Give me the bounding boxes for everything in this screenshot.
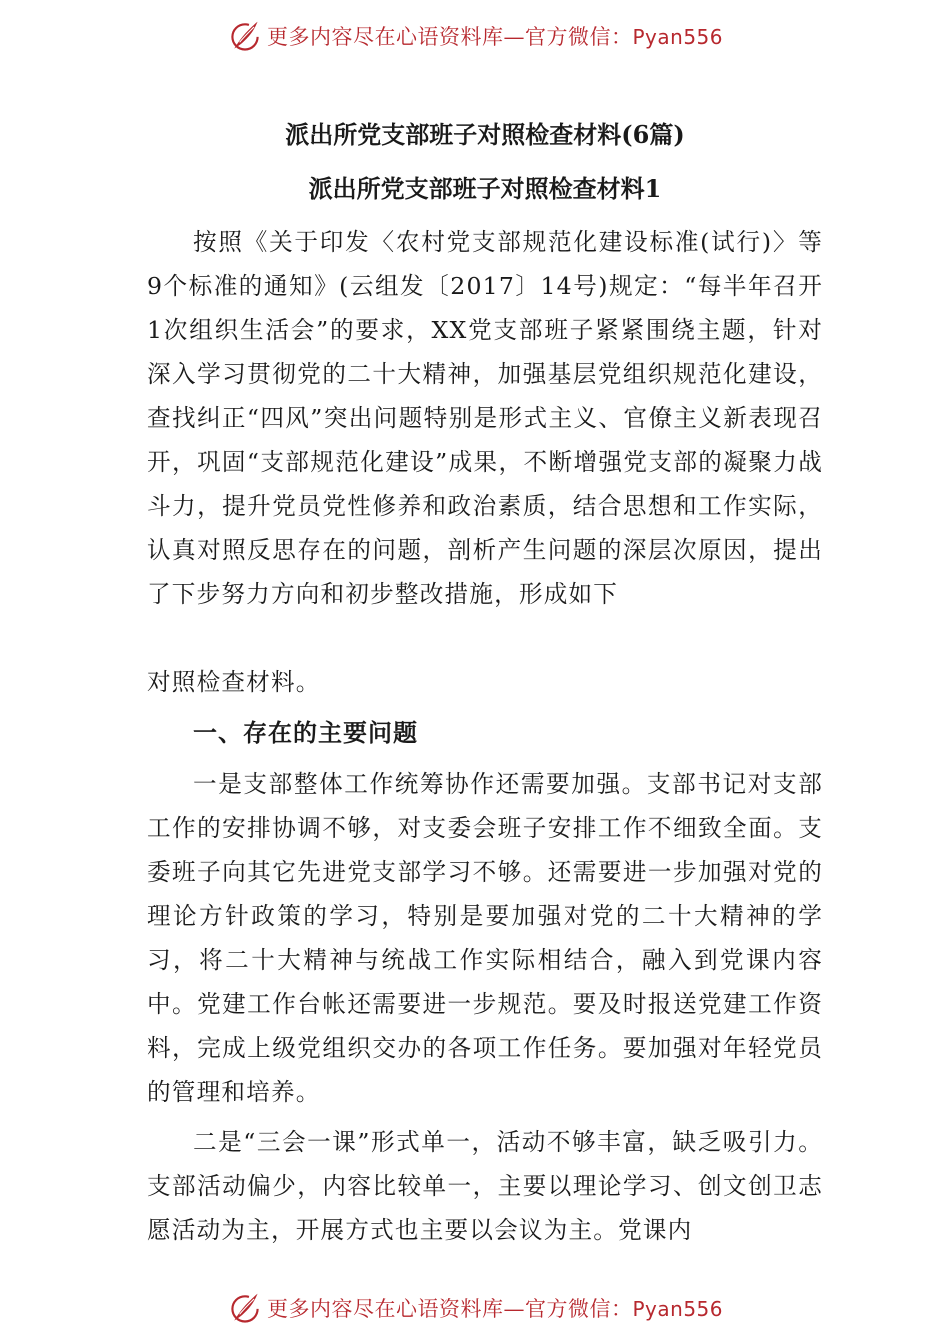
quill-swirl-logo-icon [227,1290,263,1326]
watermark-text [267,21,723,51]
watermark-account: Pyan556 [632,1297,723,1321]
watermark-wechat-label: 官方微信： [524,25,633,49]
footer-watermark-banner [0,1286,950,1330]
watermark-separator: — [503,1297,525,1321]
intro-paragraph-tail: 对照检查材料。 [147,668,321,696]
section-heading: 一、存在的主要问题 [193,718,418,747]
watermark-text [267,1293,723,1323]
intro-paragraph: 按照《关于印发〈农村党支部规范化建设标准(试行)〉等9个标准的通知》(云组发〔2017〕14号)规定：“每半年召开1次组织生活会”的要求，XX党支部班子紧紧围绕主题，针对深入学习贯彻党的二十大精神，加强基层党组织规范化建设，查找纠正“四风”突出问题特别是形式主义、官僚主义新表现召开，巩固“支部规范化建设”成果，不断增强党支部的凝聚力战斗力，提升党员党性修养和政治素质，结合思想和工作实际，认真对照反思存在的问题，剖析产生问题的深层次原因，提出了下步努力方向和初步整改措施，形成如下 [147,228,823,608]
body-paragraph-2: 二是“三会一课”形式单一，活动不够丰富，缺乏吸引力。支部活动偏少，内容比较单一，主要以理论学习、创文创卫志愿活动为主，开展方式也主要以会议为主。党课内 [147,1128,823,1244]
watermark-account: Pyan556 [632,25,723,49]
document-sub-title: 派出所党支部班子对照检查材料1 [308,174,662,203]
header-watermark-banner [0,14,950,58]
quill-swirl-logo-icon [227,18,263,54]
watermark-slogan: 更多内容尽在心语资料库 [266,1297,504,1321]
watermark-slogan: 更多内容尽在心语资料库 [266,25,504,49]
body-paragraph-1: 一是支部整体工作统筹协作还需要加强。支部书记对支部工作的安排协调不够，对支委会班子安排工作不细致全面。支委班子向其它先进党支部学习不够。还需要进一步加强对党的理论方针政策的学习，特别是要加强对党的二十大精神的学习，将二十大精神与统战工作实际相结合，融入到党课内容中。党建工作台帐还需要进一步规范。要及时报送党建工作资料，完成上级党组织交办的各项工作任务。要加强对年轻党员的管理和培养。 [147,770,823,1106]
document-main-title: 派出所党支部班子对照检查材料(6篇) [285,120,685,149]
watermark-wechat-label: 官方微信： [524,1297,633,1321]
watermark-separator: — [503,25,525,49]
